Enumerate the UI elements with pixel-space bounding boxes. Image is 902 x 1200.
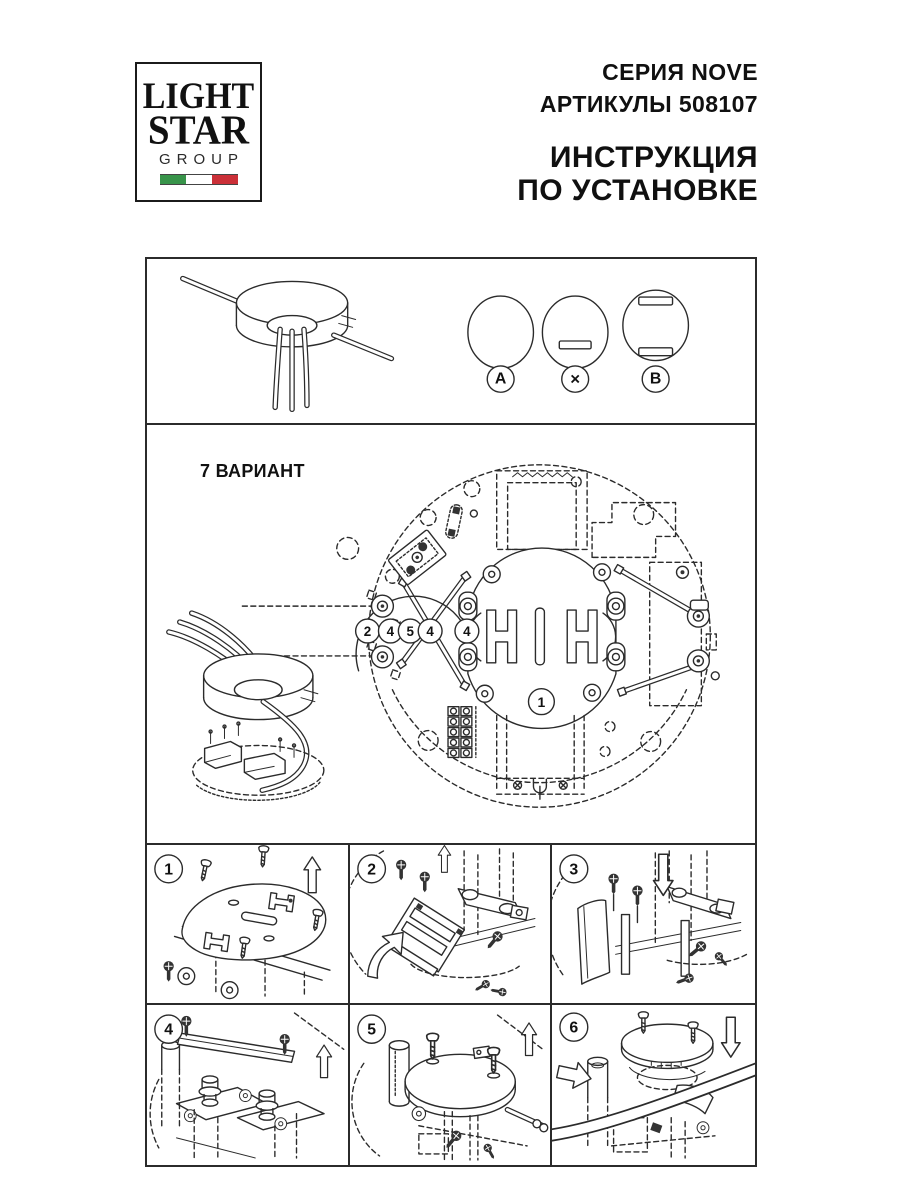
up-arrow-icon [317,1045,332,1078]
step-4-figure [147,1005,348,1165]
logo-word-light: LIGHT [142,76,255,117]
round-plate [405,1054,515,1108]
mount-type-labels [487,366,669,392]
article-number: АРТИКУЛЫ 508107 [539,91,758,117]
mounting-strap [177,1033,294,1062]
mount-type-a-figure [468,296,534,368]
callout-2: 2 [363,624,372,640]
mount-type-x-figure [542,296,608,368]
cover-panel [578,900,610,984]
callout-4c: 4 [463,624,471,640]
clip-bracket [388,530,447,586]
callout-4b: 4 [426,624,434,640]
cover-plate [622,1024,713,1062]
mounting-overview-panel [145,257,757,425]
step-5-figure [350,1005,551,1165]
logo-word-star: STAR [147,107,250,154]
step-6-figure [552,1005,755,1165]
callout-5: 5 [406,624,414,640]
variant-panel [145,425,757,845]
steps-grid [145,845,757,1167]
rotate-arrow-icon [367,932,402,978]
ceiling-cable-figure [183,279,392,410]
lightstar-logo [135,62,262,202]
step-number: 6 [569,1019,579,1037]
step-2-figure [350,845,551,1003]
canopy-wiring-figure [169,613,324,800]
step-1-figure [147,845,348,1003]
hanging-wires [275,329,307,409]
mount-type-b-figure [623,290,689,360]
installation-diagram [147,425,755,843]
header-text [517,56,758,207]
callout-1: 1 [537,694,546,711]
step-cell-3 [552,845,755,1005]
mounting-overview-figure [147,259,755,423]
italian-flag-icon [160,174,238,185]
up-arrow-icon [304,857,321,893]
series-title: СЕРИЯ NOVE [602,59,758,85]
step-cell-6 [552,1005,755,1165]
variant-title: 7 ВАРИАНТ [200,461,305,481]
step-cell-4 [147,1005,350,1165]
screw-capsule [445,504,464,540]
step-number: 2 [366,861,376,879]
mount-type-b-label: B [649,370,662,388]
instruction-title-line1: ИНСТРУКЦИЯ [549,141,758,174]
step-number: 5 [366,1021,376,1039]
instruction-title-line2: ПО УСТАНОВКЕ [517,174,758,207]
up-arrow-icon [438,845,451,872]
step-cell-2 [350,845,553,1005]
step-3-figure [552,845,755,1003]
terminal-block [448,707,476,758]
mount-type-a-label: A [494,370,507,388]
logo-word-group: GROUP [158,151,244,168]
down-arrow-icon [722,1017,741,1057]
step-cell-1 [147,845,350,1005]
step-number: 4 [164,1021,174,1039]
callout-4a: 4 [386,624,395,640]
up-arrow-icon [521,1023,536,1056]
step-cell-5 [350,1005,553,1165]
mount-type-x-label: × [570,369,581,389]
step-number: 1 [164,861,174,879]
step-number: 3 [569,861,579,879]
